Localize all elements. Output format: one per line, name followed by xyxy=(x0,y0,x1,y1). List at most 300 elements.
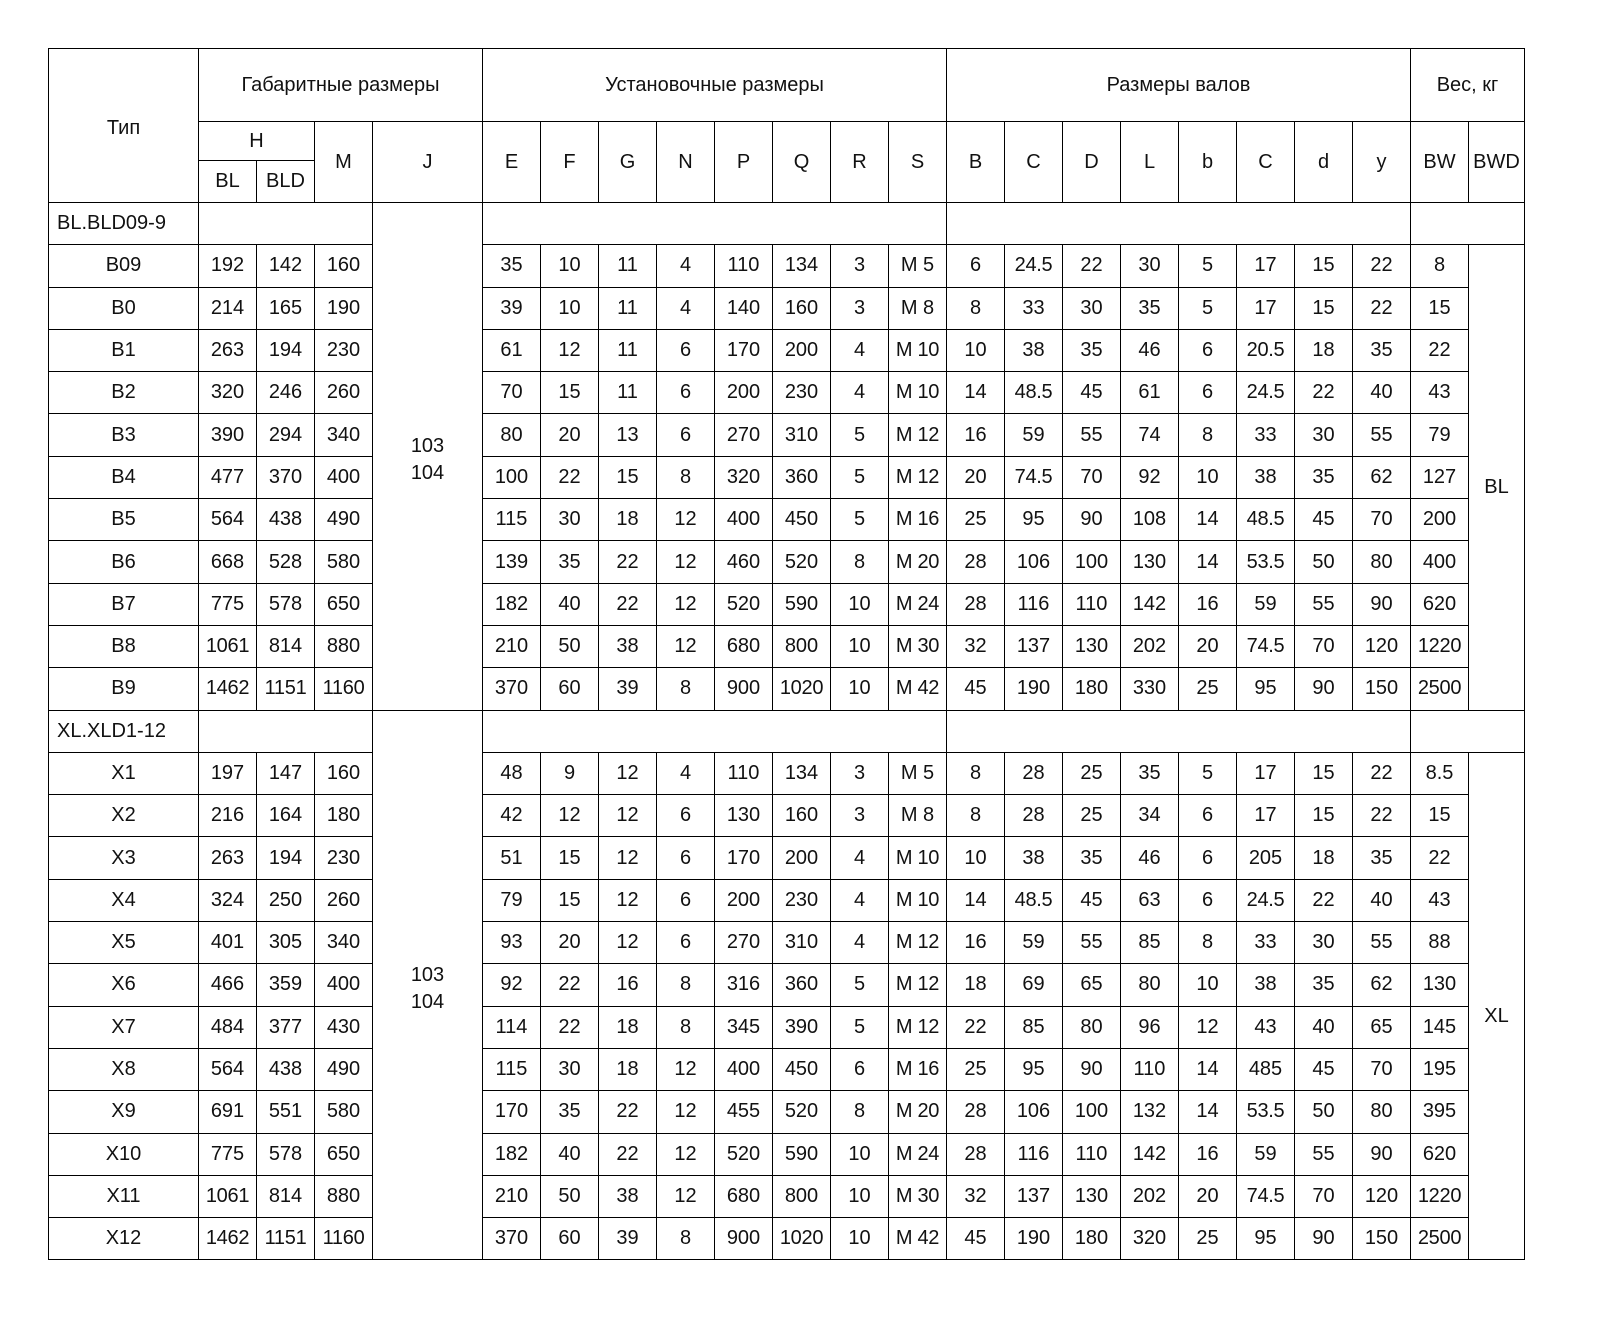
type-cell: B7 xyxy=(49,583,199,625)
bwd-value-cell: XL xyxy=(1469,752,1525,1260)
value-cell: 28 xyxy=(947,1133,1005,1175)
table-row xyxy=(49,541,1525,583)
table-row xyxy=(49,456,1525,498)
value-cell: 100 xyxy=(483,456,541,498)
value-cell: 62 xyxy=(1353,964,1411,1006)
value-cell: 42 xyxy=(483,795,541,837)
value-cell: 43 xyxy=(1411,879,1469,921)
value-cell: 190 xyxy=(315,287,373,329)
value-cell: 137 xyxy=(1005,625,1063,667)
value-cell: 370 xyxy=(257,456,315,498)
value-cell: 202 xyxy=(1121,1175,1179,1217)
value-cell: 28 xyxy=(1005,795,1063,837)
value-cell: 182 xyxy=(483,583,541,625)
value-cell: 359 xyxy=(257,964,315,1006)
value-cell: 590 xyxy=(773,583,831,625)
value-cell: 578 xyxy=(257,1133,315,1175)
value-cell: 65 xyxy=(1353,1006,1411,1048)
value-cell: M 24 xyxy=(889,1133,947,1175)
value-cell: 8 xyxy=(947,795,1005,837)
value-cell: 28 xyxy=(1005,752,1063,794)
j-value-line: 104 xyxy=(410,990,445,1013)
value-cell: 170 xyxy=(715,329,773,371)
value-cell: 1220 xyxy=(1411,625,1469,667)
value-cell: 8 xyxy=(947,752,1005,794)
value-cell: 12 xyxy=(657,1133,715,1175)
value-cell: 130 xyxy=(1121,541,1179,583)
value-cell: 38 xyxy=(599,625,657,667)
value-cell: 316 xyxy=(715,964,773,1006)
value-cell: 10 xyxy=(947,329,1005,371)
value-cell: 4 xyxy=(657,752,715,794)
value-cell: 115 xyxy=(483,499,541,541)
header-shaft-col: C xyxy=(1005,122,1063,203)
type-cell: X4 xyxy=(49,879,199,921)
type-cell: B4 xyxy=(49,456,199,498)
value-cell: 59 xyxy=(1237,583,1295,625)
header-bw: BW xyxy=(1411,122,1469,203)
value-cell: 10 xyxy=(541,245,599,287)
type-cell: X1 xyxy=(49,752,199,794)
value-cell: 12 xyxy=(599,922,657,964)
value-cell: 61 xyxy=(483,329,541,371)
value-cell: 20 xyxy=(1179,1175,1237,1217)
value-cell: 12 xyxy=(599,837,657,879)
value-cell: 18 xyxy=(1295,837,1353,879)
value-cell: 142 xyxy=(257,245,315,287)
value-cell: 70 xyxy=(1063,456,1121,498)
value-cell: 485 xyxy=(1237,1048,1295,1090)
table-row xyxy=(49,837,1525,879)
value-cell: 10 xyxy=(541,287,599,329)
header-shaft-col: D xyxy=(1063,122,1121,203)
value-cell: 80 xyxy=(1063,1006,1121,1048)
value-cell: 4 xyxy=(657,245,715,287)
value-cell: 35 xyxy=(483,245,541,287)
group-blank xyxy=(1411,710,1525,752)
value-cell: 90 xyxy=(1063,1048,1121,1090)
value-cell: 360 xyxy=(773,964,831,1006)
value-cell: 668 xyxy=(199,541,257,583)
header-install-col: F xyxy=(541,122,599,203)
value-cell: 12 xyxy=(599,752,657,794)
value-cell: M 10 xyxy=(889,372,947,414)
value-cell: 120 xyxy=(1353,625,1411,667)
value-cell: 50 xyxy=(541,1175,599,1217)
value-cell: 14 xyxy=(1179,541,1237,583)
value-cell: M 12 xyxy=(889,456,947,498)
value-cell: 35 xyxy=(1353,329,1411,371)
value-cell: 230 xyxy=(773,879,831,921)
value-cell: 39 xyxy=(483,287,541,329)
value-cell: 10 xyxy=(831,668,889,710)
value-cell: 484 xyxy=(199,1006,257,1048)
value-cell: 48.5 xyxy=(1005,879,1063,921)
value-cell: 8 xyxy=(657,668,715,710)
value-cell: 390 xyxy=(199,414,257,456)
value-cell: 39 xyxy=(599,668,657,710)
value-cell: 22 xyxy=(1353,287,1411,329)
value-cell: 1061 xyxy=(199,625,257,667)
value-cell: 80 xyxy=(1353,541,1411,583)
value-cell: 59 xyxy=(1005,922,1063,964)
value-cell: 60 xyxy=(541,1218,599,1260)
value-cell: 55 xyxy=(1063,414,1121,456)
value-cell: 1160 xyxy=(315,668,373,710)
header-gabarit: Габаритные размеры xyxy=(199,49,483,122)
table-row xyxy=(49,879,1525,921)
value-cell: 200 xyxy=(773,329,831,371)
value-cell: 150 xyxy=(1353,668,1411,710)
value-cell: 170 xyxy=(483,1091,541,1133)
value-cell: 70 xyxy=(1353,1048,1411,1090)
value-cell: 25 xyxy=(1063,752,1121,794)
value-cell: 430 xyxy=(315,1006,373,1048)
value-cell: M 42 xyxy=(889,668,947,710)
type-cell: B09 xyxy=(49,245,199,287)
value-cell: 400 xyxy=(315,456,373,498)
value-cell: 108 xyxy=(1121,499,1179,541)
value-cell: 130 xyxy=(715,795,773,837)
value-cell: 16 xyxy=(1179,583,1237,625)
value-cell: 79 xyxy=(483,879,541,921)
value-cell: 1061 xyxy=(199,1175,257,1217)
value-cell: 880 xyxy=(315,625,373,667)
value-cell: 324 xyxy=(199,879,257,921)
value-cell: 20 xyxy=(541,922,599,964)
header-install-col: E xyxy=(483,122,541,203)
value-cell: 160 xyxy=(773,287,831,329)
header-install-col: Q xyxy=(773,122,831,203)
value-cell: 438 xyxy=(257,499,315,541)
value-cell: 32 xyxy=(947,625,1005,667)
value-cell: 15 xyxy=(599,456,657,498)
value-cell: 8 xyxy=(1179,922,1237,964)
value-cell: 96 xyxy=(1121,1006,1179,1048)
table-row xyxy=(49,964,1525,1006)
value-cell: 345 xyxy=(715,1006,773,1048)
value-cell: 100 xyxy=(1063,541,1121,583)
value-cell: 55 xyxy=(1353,922,1411,964)
value-cell: 190 xyxy=(1005,668,1063,710)
value-cell: 5 xyxy=(831,964,889,1006)
value-cell: 95 xyxy=(1005,1048,1063,1090)
group-blank xyxy=(947,203,1411,245)
table-row xyxy=(49,1048,1525,1090)
value-cell: 5 xyxy=(831,414,889,456)
value-cell: 8 xyxy=(1179,414,1237,456)
value-cell: 22 xyxy=(599,541,657,583)
value-cell: 53.5 xyxy=(1237,541,1295,583)
value-cell: 11 xyxy=(599,287,657,329)
value-cell: 1462 xyxy=(199,1218,257,1260)
value-cell: 1151 xyxy=(257,1218,315,1260)
value-cell: M 10 xyxy=(889,329,947,371)
value-cell: 377 xyxy=(257,1006,315,1048)
value-cell: 520 xyxy=(773,541,831,583)
value-cell: 95 xyxy=(1237,668,1295,710)
value-cell: 800 xyxy=(773,625,831,667)
value-cell: 310 xyxy=(773,414,831,456)
value-cell: 38 xyxy=(1237,964,1295,1006)
value-cell: 6 xyxy=(657,329,715,371)
value-cell: 25 xyxy=(1179,1218,1237,1260)
value-cell: 194 xyxy=(257,837,315,879)
value-cell: 12 xyxy=(657,499,715,541)
value-cell: 8 xyxy=(1411,245,1469,287)
value-cell: 90 xyxy=(1295,668,1353,710)
value-cell: 24.5 xyxy=(1237,372,1295,414)
value-cell: 25 xyxy=(947,499,1005,541)
value-cell: 50 xyxy=(541,625,599,667)
value-cell: 22 xyxy=(541,456,599,498)
value-cell: 900 xyxy=(715,1218,773,1260)
value-cell: 20 xyxy=(947,456,1005,498)
value-cell: 55 xyxy=(1295,1133,1353,1175)
table-row xyxy=(49,1133,1525,1175)
header-install-col: P xyxy=(715,122,773,203)
value-cell: 35 xyxy=(541,1091,599,1133)
value-cell: 65 xyxy=(1063,964,1121,1006)
value-cell: 53.5 xyxy=(1237,1091,1295,1133)
value-cell: 115 xyxy=(483,1048,541,1090)
value-cell: 127 xyxy=(1411,456,1469,498)
header-install-col: N xyxy=(657,122,715,203)
value-cell: 25 xyxy=(1179,668,1237,710)
value-cell: 230 xyxy=(315,837,373,879)
value-cell: 90 xyxy=(1353,583,1411,625)
value-cell: 30 xyxy=(1121,245,1179,287)
value-cell: 11 xyxy=(599,245,657,287)
value-cell: 1151 xyxy=(257,668,315,710)
value-cell: 45 xyxy=(1063,372,1121,414)
value-cell: 17 xyxy=(1237,795,1295,837)
value-cell: 250 xyxy=(257,879,315,921)
header-ustanov: Установочные размеры xyxy=(483,49,947,122)
value-cell: 63 xyxy=(1121,879,1179,921)
value-cell: 4 xyxy=(831,372,889,414)
value-cell: 137 xyxy=(1005,1175,1063,1217)
value-cell: 18 xyxy=(599,1006,657,1048)
value-cell: 12 xyxy=(541,329,599,371)
value-cell: 22 xyxy=(1063,245,1121,287)
value-cell: 16 xyxy=(947,414,1005,456)
value-cell: 55 xyxy=(1063,922,1121,964)
value-cell: 202 xyxy=(1121,625,1179,667)
value-cell: 6 xyxy=(947,245,1005,287)
value-cell: 194 xyxy=(257,329,315,371)
value-cell: 8 xyxy=(657,964,715,1006)
value-cell: 400 xyxy=(715,499,773,541)
value-cell: 8 xyxy=(831,541,889,583)
value-cell: 578 xyxy=(257,583,315,625)
value-cell: 551 xyxy=(257,1091,315,1133)
table-row xyxy=(49,668,1525,710)
value-cell: 5 xyxy=(1179,245,1237,287)
type-cell: X7 xyxy=(49,1006,199,1048)
value-cell: 490 xyxy=(315,499,373,541)
value-cell: 50 xyxy=(1295,541,1353,583)
value-cell: 35 xyxy=(1063,329,1121,371)
value-cell: 12 xyxy=(657,1048,715,1090)
value-cell: 165 xyxy=(257,287,315,329)
value-cell: 16 xyxy=(599,964,657,1006)
value-cell: 270 xyxy=(715,922,773,964)
value-cell: 10 xyxy=(1179,456,1237,498)
value-cell: 650 xyxy=(315,1133,373,1175)
value-cell: 20 xyxy=(1179,625,1237,667)
value-cell: 15 xyxy=(541,879,599,921)
value-cell: 13 xyxy=(599,414,657,456)
value-cell: 1462 xyxy=(199,668,257,710)
value-cell: 450 xyxy=(773,499,831,541)
value-cell: 3 xyxy=(831,287,889,329)
value-cell: 14 xyxy=(947,879,1005,921)
value-cell: 6 xyxy=(1179,879,1237,921)
header-bl: BL xyxy=(199,161,257,203)
group-blank xyxy=(947,710,1411,752)
value-cell: 95 xyxy=(1237,1218,1295,1260)
value-cell: 30 xyxy=(541,499,599,541)
value-cell: 116 xyxy=(1005,1133,1063,1175)
value-cell: 564 xyxy=(199,499,257,541)
value-cell: 35 xyxy=(1121,752,1179,794)
value-cell: 18 xyxy=(599,1048,657,1090)
value-cell: 18 xyxy=(947,964,1005,1006)
value-cell: 40 xyxy=(541,1133,599,1175)
value-cell: 22 xyxy=(1411,329,1469,371)
header-install-col: R xyxy=(831,122,889,203)
type-cell: B2 xyxy=(49,372,199,414)
header-shaft-col: C xyxy=(1237,122,1295,203)
value-cell: 69 xyxy=(1005,964,1063,1006)
value-cell: 450 xyxy=(773,1048,831,1090)
value-cell: 170 xyxy=(715,837,773,879)
value-cell: 12 xyxy=(541,795,599,837)
value-cell: 14 xyxy=(1179,499,1237,541)
value-cell: 800 xyxy=(773,1175,831,1217)
value-cell: 40 xyxy=(1295,1006,1353,1048)
group-label: XL.XLD1-12 xyxy=(49,710,199,752)
value-cell: 134 xyxy=(773,245,831,287)
value-cell: 6 xyxy=(657,372,715,414)
type-cell: X5 xyxy=(49,922,199,964)
value-cell: 1160 xyxy=(315,1218,373,1260)
type-cell: B6 xyxy=(49,541,199,583)
table-row xyxy=(49,752,1525,794)
value-cell: 263 xyxy=(199,837,257,879)
value-cell: 528 xyxy=(257,541,315,583)
value-cell: 6 xyxy=(657,414,715,456)
value-cell: 205 xyxy=(1237,837,1295,879)
value-cell: 400 xyxy=(715,1048,773,1090)
value-cell: 1020 xyxy=(773,1218,831,1260)
value-cell: 10 xyxy=(831,1133,889,1175)
value-cell: 15 xyxy=(1411,795,1469,837)
value-cell: 22 xyxy=(1411,837,1469,879)
value-cell: 80 xyxy=(483,414,541,456)
value-cell: 92 xyxy=(483,964,541,1006)
value-cell: 48.5 xyxy=(1237,499,1295,541)
value-cell: M 16 xyxy=(889,499,947,541)
table-row xyxy=(49,625,1525,667)
header-shaft-col: d xyxy=(1295,122,1353,203)
type-cell: X9 xyxy=(49,1091,199,1133)
value-cell: 30 xyxy=(1295,922,1353,964)
value-cell: 2500 xyxy=(1411,668,1469,710)
value-cell: 25 xyxy=(1063,795,1121,837)
header-install-col: G xyxy=(599,122,657,203)
value-cell: 8 xyxy=(657,1218,715,1260)
value-cell: 130 xyxy=(1411,964,1469,1006)
value-cell: 35 xyxy=(541,541,599,583)
value-cell: 263 xyxy=(199,329,257,371)
value-cell: 520 xyxy=(773,1091,831,1133)
value-cell: 320 xyxy=(199,372,257,414)
header-install-col: S xyxy=(889,122,947,203)
value-cell: 214 xyxy=(199,287,257,329)
value-cell: 160 xyxy=(315,245,373,287)
table-row xyxy=(49,1218,1525,1260)
value-cell: M 24 xyxy=(889,583,947,625)
value-cell: 62 xyxy=(1353,456,1411,498)
header-shaft-col: b xyxy=(1179,122,1237,203)
value-cell: M 30 xyxy=(889,1175,947,1217)
value-cell: 438 xyxy=(257,1048,315,1090)
value-cell: 12 xyxy=(657,625,715,667)
table-row xyxy=(49,287,1525,329)
value-cell: 340 xyxy=(315,414,373,456)
type-cell: B3 xyxy=(49,414,199,456)
value-cell: 260 xyxy=(315,879,373,921)
value-cell: 150 xyxy=(1353,1218,1411,1260)
value-cell: 564 xyxy=(199,1048,257,1090)
type-cell: X2 xyxy=(49,795,199,837)
value-cell: 320 xyxy=(715,456,773,498)
type-cell: X12 xyxy=(49,1218,199,1260)
value-cell: 80 xyxy=(1353,1091,1411,1133)
value-cell: 46 xyxy=(1121,329,1179,371)
value-cell: 50 xyxy=(1295,1091,1353,1133)
value-cell: 3 xyxy=(831,245,889,287)
value-cell: 16 xyxy=(947,922,1005,964)
value-cell: 6 xyxy=(1179,329,1237,371)
value-cell: 197 xyxy=(199,752,257,794)
value-cell: 16 xyxy=(1179,1133,1237,1175)
value-cell: 59 xyxy=(1237,1133,1295,1175)
value-cell: 230 xyxy=(315,329,373,371)
value-cell: 93 xyxy=(483,922,541,964)
value-cell: 900 xyxy=(715,668,773,710)
value-cell: M 12 xyxy=(889,414,947,456)
value-cell: 12 xyxy=(599,879,657,921)
value-cell: 490 xyxy=(315,1048,373,1090)
value-cell: 85 xyxy=(1005,1006,1063,1048)
value-cell: 55 xyxy=(1353,414,1411,456)
value-cell: 35 xyxy=(1121,287,1179,329)
value-cell: 106 xyxy=(1005,1091,1063,1133)
value-cell: 15 xyxy=(1411,287,1469,329)
value-cell: M 8 xyxy=(889,795,947,837)
value-cell: 8 xyxy=(657,1006,715,1048)
value-cell: 775 xyxy=(199,1133,257,1175)
value-cell: 132 xyxy=(1121,1091,1179,1133)
value-cell: 814 xyxy=(257,625,315,667)
value-cell: 130 xyxy=(1063,625,1121,667)
value-cell: 74.5 xyxy=(1005,456,1063,498)
value-cell: M 42 xyxy=(889,1218,947,1260)
header-shaft-col: L xyxy=(1121,122,1179,203)
